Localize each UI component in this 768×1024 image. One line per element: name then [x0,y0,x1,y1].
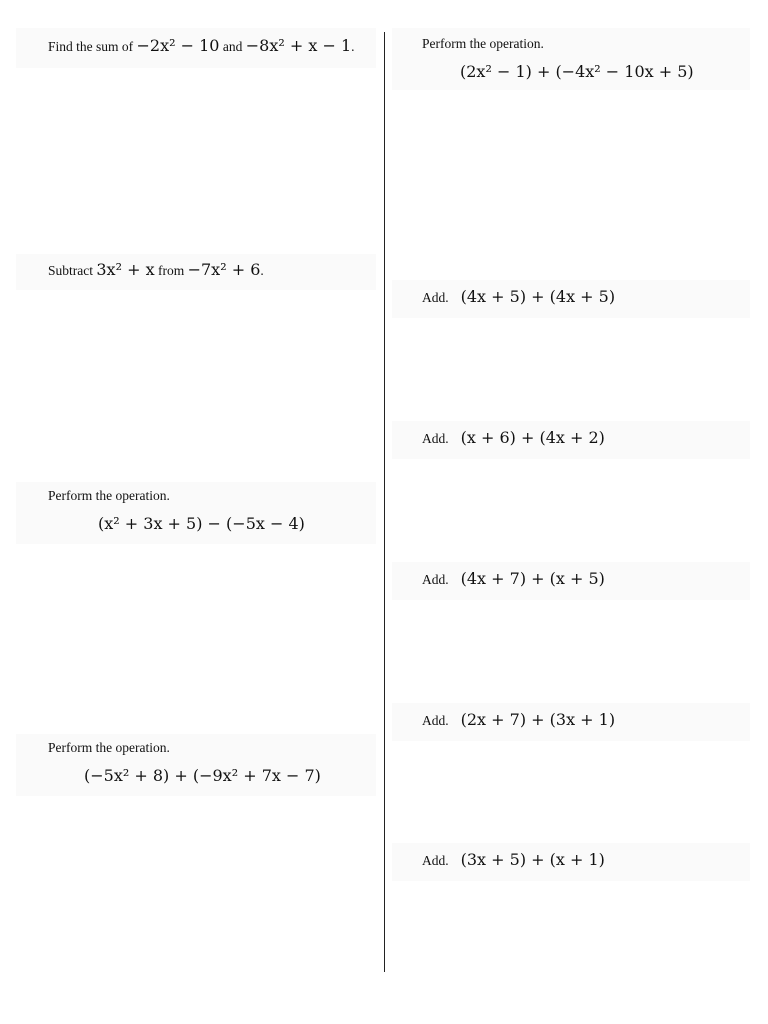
add-problem [422,569,605,589]
problem-right-add-4 [392,703,750,741]
problem-right-add-3 [392,562,750,600]
problem-right-add-5 [392,843,750,881]
problem-prompt: Perform the operation. [422,36,544,51]
add-problem [422,287,615,307]
problem-left-3 [16,482,376,544]
math-expression: (2x² − 1) + (−4x² − 10x + 5) [460,62,694,81]
add-label: Add. [422,713,449,728]
problem-left-2 [16,254,376,290]
add-problem [422,710,615,730]
math-expression: 3x² + x [96,260,155,279]
math-expression: (−5x² + 8) + (−9x² + 7x − 7) [84,766,321,785]
problem-prompt: Subtract 3x² + x from −7x² + 6. [48,260,264,279]
problem-right-add-1 [392,280,750,318]
math-expression: (x² + 3x + 5) − (−5x − 4) [98,514,305,533]
add-label: Add. [422,853,449,868]
add-problem [422,428,605,448]
problem-right-1 [392,28,750,90]
column-divider [384,32,385,972]
add-label: Add. [422,431,449,446]
problem-left-1 [16,28,376,68]
math-expression: (4x + 5) + (4x + 5) [460,287,616,306]
add-problem [422,850,605,870]
problem-prompt: Find the sum of −2x² − 10 and −8x² + x − 1. [48,36,355,55]
math-expression: (3x + 5) + (x + 1) [460,850,605,869]
math-expression: −2x² − 10 [136,36,220,55]
math-expression: (x + 6) + (4x + 2) [460,428,605,447]
math-expression: (2x + 7) + (3x + 1) [460,710,616,729]
math-expression: (4x + 7) + (x + 5) [460,569,605,588]
math-expression: −8x² + x − 1 [245,36,352,55]
problem-prompt: Perform the operation. [48,488,170,503]
add-label: Add. [422,290,449,305]
add-label: Add. [422,572,449,587]
problem-prompt: Perform the operation. [48,740,170,755]
problem-right-add-2 [392,421,750,459]
problem-left-4 [16,734,376,796]
math-expression: −7x² + 6 [187,260,261,279]
